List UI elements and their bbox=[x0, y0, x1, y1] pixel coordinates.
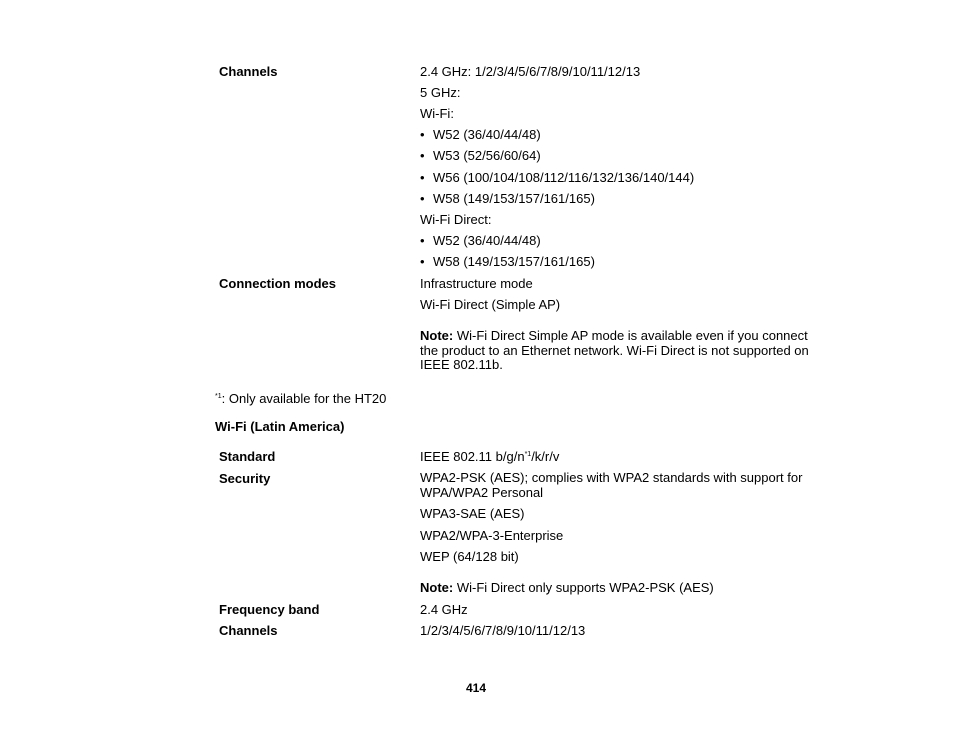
page-number: 414 bbox=[466, 681, 487, 695]
channels-label: Channels bbox=[219, 64, 278, 79]
wifi-direct-label: Wi-Fi Direct: bbox=[420, 212, 492, 227]
note-text: Wi-Fi Direct only supports WPA2-PSK (AES) bbox=[453, 580, 714, 595]
mode-infrastructure: Infrastructure mode bbox=[420, 276, 533, 291]
channels-24ghz: 2.4 GHz: 1/2/3/4/5/6/7/8/9/10/11/12/13 bbox=[420, 64, 641, 79]
note-label: Note: bbox=[420, 328, 454, 343]
security-item: WPA2-PSK (AES); complies with WPA2 standards with support for WPA/WPA2 Personal bbox=[420, 470, 803, 500]
frequency-band-label: Frequency band bbox=[219, 602, 320, 617]
wifi-label: Wi-Fi: bbox=[420, 106, 454, 121]
wifi-channel-item: • W58 (149/153/157/161/165) bbox=[433, 191, 595, 206]
security-note bbox=[420, 580, 714, 595]
note-text: Wi-Fi Direct Simple AP mode is available even if you connect the product to an Ethernet network. Wi-Fi Direct is not supported on IEEE 802.11b. bbox=[420, 328, 809, 372]
note-label: Note: bbox=[420, 580, 454, 595]
standard-value bbox=[420, 449, 559, 464]
security-item: WEP (64/128 bit) bbox=[420, 549, 519, 564]
wifi-channel-item: • W52 (36/40/44/48) bbox=[433, 127, 541, 142]
mode-wifi-direct: Wi-Fi Direct (Simple AP) bbox=[420, 297, 561, 312]
wifi-direct-channel-item: • W52 (36/40/44/48) bbox=[433, 233, 541, 248]
wifi-direct-channel-item: • W58 (149/153/157/161/165) bbox=[433, 254, 595, 269]
standard-mark: *1 bbox=[524, 451, 532, 458]
channels-5ghz: 5 GHz: bbox=[420, 85, 461, 100]
connection-modes-label: Connection modes bbox=[219, 276, 337, 291]
standard-prefix: IEEE 802.11 b/g/n bbox=[420, 449, 525, 464]
channels-value: 1/2/3/4/5/6/7/8/9/10/11/12/13 bbox=[420, 623, 586, 638]
channels-label: Channels bbox=[219, 623, 278, 638]
connection-note bbox=[420, 329, 820, 373]
wifi-channel-item: • W53 (52/56/60/64) bbox=[433, 148, 541, 163]
footnote-text: : Only available for the HT20 bbox=[221, 391, 387, 406]
security-item: WPA3-SAE (AES) bbox=[420, 506, 525, 521]
section-heading: Wi-Fi (Latin America) bbox=[215, 419, 345, 434]
frequency-band-value: 2.4 GHz bbox=[420, 602, 468, 617]
wifi-channel-item: • W56 (100/104/108/112/116/132/136/140/144) bbox=[433, 170, 694, 185]
standard-suffix: /k/r/v bbox=[531, 449, 560, 464]
security-label: Security bbox=[219, 471, 271, 486]
footnote-mark: *1 bbox=[215, 393, 222, 400]
security-item: WPA2/WPA-3-Enterprise bbox=[420, 528, 564, 543]
footnote bbox=[215, 391, 386, 406]
standard-label: Standard bbox=[219, 449, 276, 464]
